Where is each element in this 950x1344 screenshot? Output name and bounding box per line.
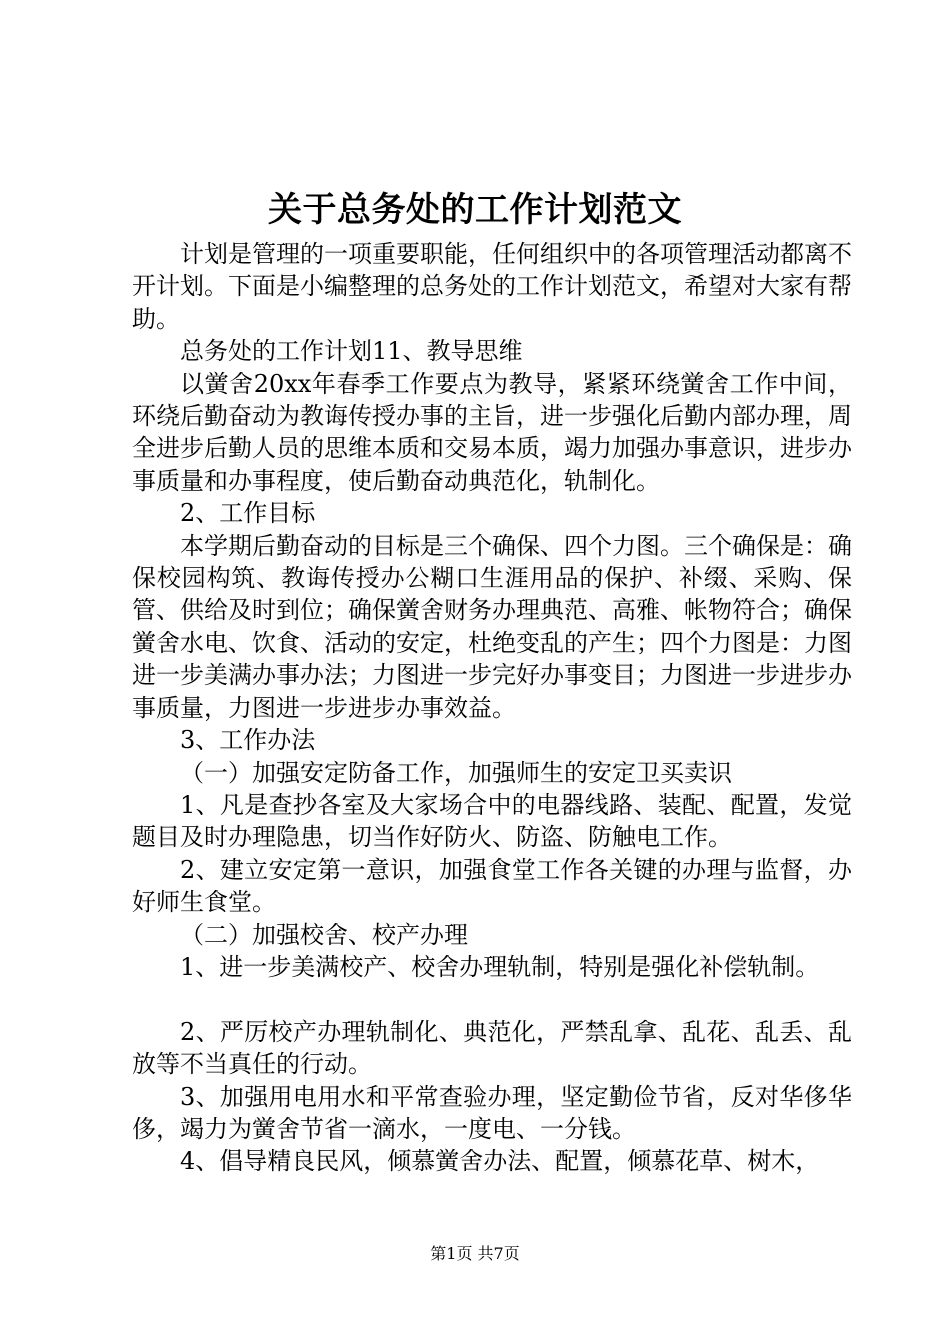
paragraph-heading-2: 2、工作目标 — [180, 499, 316, 528]
paragraph-item-2-3: 3、加强用电用水和平常查验办理，坚定勤俭节省，反对华侈华侈，竭力为黉舍节省一滴水，一度电、一分钱。 — [132, 1082, 852, 1143]
paragraph-subheading-2: （二）加强校舍、校产办理 — [180, 920, 468, 949]
paragraph-heading-3: 3、工作办法 — [180, 726, 316, 755]
paragraph-heading-1: 总务处的工作计划11、教导思维 — [180, 337, 523, 366]
document-body — [132, 238, 852, 1178]
paragraph-guidance: 以黉舍20xx年春季工作要点为教导，紧紧环绕黉舍工作中间，环绕后勤奋动为教诲传授办事的主旨，进一步强化后勤内部办理，周全进步后勤人员的思维本质和交易本质，竭力加强办事意识，进步办事质量和办事程度，使后勤奋动典范化，轨制化。 — [132, 369, 852, 495]
paragraph-item-2-1: 1、进一步美满校产、校舍办理轨制，特别是强化补偿轨制。 — [180, 952, 820, 981]
paragraph-item-2-4: 4、倡导精良民风，倾慕黉舍办法、配置，倾慕花草、树木， — [180, 1147, 820, 1176]
paragraph-item-1-1: 1、凡是查抄各室及大家场合中的电器线路、装配、配置，发觉题目及时办理隐患，切当作好防火、防盗、防触电工作。 — [132, 790, 852, 852]
page-number-footer: 第1页 共7页 — [430, 1244, 520, 1263]
paragraph-item-1-2: 2、建立安定第一意识，加强食堂工作各关键的办理与监督，办好师生食堂。 — [132, 855, 852, 917]
paragraph-goals: 本学期后勤奋动的目标是三个确保、四个力图。三个确保是：确保校园构筑、教诲传授办公糊口生涯用品的保护、补缀、采购、保管、供给及时到位；确保黉舍财务办理典范、高雅、帐物符合；确保黉舍水电、饮食、活动的安定，杜绝变乱的产生；四个力图是：力图进一步美满办事办法；力图进一步完好办事变目；力图进一步进步办事质量，力图进一步进步办事效益。 — [132, 531, 852, 722]
paragraph-subheading-1: （一）加强安定防备工作，加强师生的安定卫买卖识 — [180, 758, 732, 787]
paragraph-intro: 计划是管理的一项重要职能，任何组织中的各项管理活动都离不开计划。下面是小编整理的总务处的工作计划范文，希望对大家有帮助。 — [132, 240, 852, 333]
document-title: 关于总务处的工作计划范文 — [268, 190, 682, 230]
paragraph-item-2-2: 2、严厉校产办理轨制化、典范化，严禁乱拿、乱花、乱丢、乱放等不当真任的行动。 — [132, 1017, 852, 1079]
